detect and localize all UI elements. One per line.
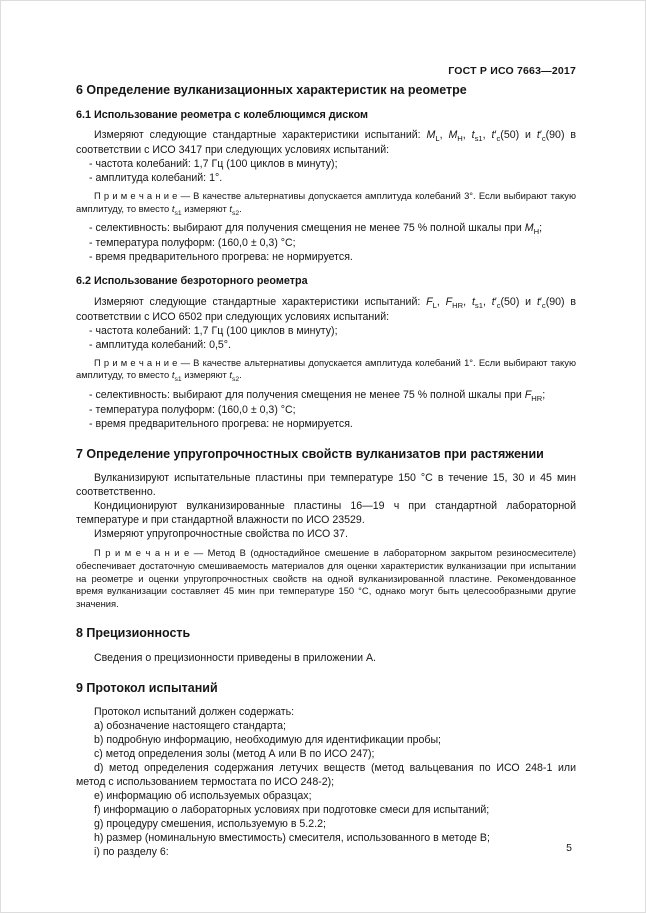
list-item-temperature: - температура полуформ: (160,0 ± 0,3) °С;: [89, 403, 296, 416]
paragraph-7-3: Измеряют упругопрочностные свойства по ИСО 37.: [94, 528, 348, 541]
list-item-preheat-time: - время предварительного прогрева: не нормируется.: [89, 251, 353, 264]
standard-code: ГОСТ Р ИСО 7663—2017: [448, 65, 576, 77]
page-header: [76, 61, 576, 79]
protocol-item-a: а) обозначение настоящего стандарта;: [94, 720, 286, 733]
paragraph-6-2-intro: Измеряют следующие стандартные характеристики испытаний: $F_L$, $F_{HR}$, $t_{s1}$, $t'_c(50)$ и $t'_c(90)$ в соответствии с ИСО 6502 при следующих условиях испытаний:: [76, 295, 576, 323]
protocol-item-e: е) информацию об используемых образцах;: [94, 790, 312, 803]
protocol-item-h: h) размер (номинальную вместимость) смесителя, использованного в методе В;: [94, 831, 490, 844]
paragraph-6-1-intro: Измеряют следующие стандартные характеристики испытаний: $M_L$, $M_H$, $t_{s1}$, $t'_c(50)$ и $t'_c(90)$ в соответствии с ИСО 3417 при следующих условиях испытаний:: [76, 129, 577, 157]
section-9-title: 9 Протокол испытаний: [76, 680, 218, 695]
protocol-item-g: g) процедуру смешения, используемую в 5.2.2;: [94, 818, 326, 830]
protocol-item-c: с) метод определения золы (метод А или В по ИСО 247);: [94, 748, 375, 761]
list-item-frequency: - частота колебаний: 1,7 Гц (100 циклов в минуту);: [89, 324, 338, 337]
list-item-preheat-time: - время предварительного прогрева: не нормируется.: [89, 417, 353, 430]
section-7-title: 7 Определение упругопрочностных свойств вулканизатов при растяжении: [76, 446, 544, 461]
list-item-temperature: - температура полуформ: (160,0 ± 0,3) °С;: [89, 237, 296, 250]
list-item-amplitude: - амплитуда колебаний: 0,5°.: [89, 338, 231, 351]
note-6-2: П р и м е ч а н и е — В качестве альтернативы допускается амплитуда колебаний 1°. Если выбирают такую амплитуду, то вместо $t_{s1}$ измеряют $t_{s2}$.: [76, 356, 576, 384]
section-8-title: 8 Прецизионность: [76, 626, 191, 641]
paragraph-7-2: Кондиционируют вулканизированные пластины 16—19 ч при стандартной лабораторной температуре и при стандартной влажности по ИСО 23529.: [76, 500, 576, 527]
protocol-item-b: b) подробную информацию, необходимую для идентификации пробы;: [94, 734, 441, 747]
protocol-item-d: d) метод определения содержания летучих веществ (метод вальцевания по ИСО 248-1 или метод с использованием термостата по ИСО 248-2);: [76, 762, 576, 789]
subsection-6-2-title: 6.2 Использование безроторного реометра: [76, 275, 308, 288]
paragraph-8-1: Сведения о прецизионности приведены в приложении А.: [94, 651, 376, 664]
note-7: П р и м е ч а н и е — Метод В (одностадийное смешение в лабораторном закрытом резиносмесителе) обеспечивает достаточную смешиваемость материалов для оценки характеристик вулканизации при испытании на реометре и оценки упругопрочностных свойств на одной вулканизированной пластине. Рекомендованное время вулканизации составляет 45 мин при температуре 150 °С, однако могут быть целесообразными другие значения.: [76, 547, 576, 610]
page-number: 5: [566, 842, 572, 854]
note-6-1: П р и м е ч а н и е — В качестве альтернативы допускается амплитуда колебаний 3°. Если выбирают такую амплитуду, то вместо $t_{s1}$ измеряют $t_{s2}$.: [76, 190, 576, 217]
list-item-selectivity: - селективность: выбирают для получения смещения не менее 75 % полной шкалы при $F_{HR}$;: [89, 388, 546, 403]
section-6-title: 6 Определение вулканизационных характеристик на реометре: [76, 83, 467, 97]
list-item-selectivity: - селективность: выбирают для получения смещения не менее 75 % полной шкалы при $M_H$;: [89, 222, 543, 237]
subsection-6-1-title: 6.1 Использование реометра с колеблющимся диском: [76, 108, 369, 121]
document-body: [76, 83, 576, 860]
list-item-amplitude: - амплитуда колебаний: 1°.: [89, 172, 223, 185]
protocol-item-i: i) по разделу 6:: [94, 845, 169, 858]
paragraph-7-1: Вулканизируют испытательные пластины при температуре 150 °С в течение 15, 30 и 45 мин соответственно.: [76, 472, 576, 499]
protocol-item-f: f) информацию о лабораторных условиях при подготовке смеси для испытаний;: [94, 804, 490, 817]
list-item-frequency: - частота колебаний: 1,7 Гц (100 циклов в минуту);: [89, 158, 338, 171]
paragraph-9-intro: Протокол испытаний должен содержать:: [94, 706, 295, 719]
